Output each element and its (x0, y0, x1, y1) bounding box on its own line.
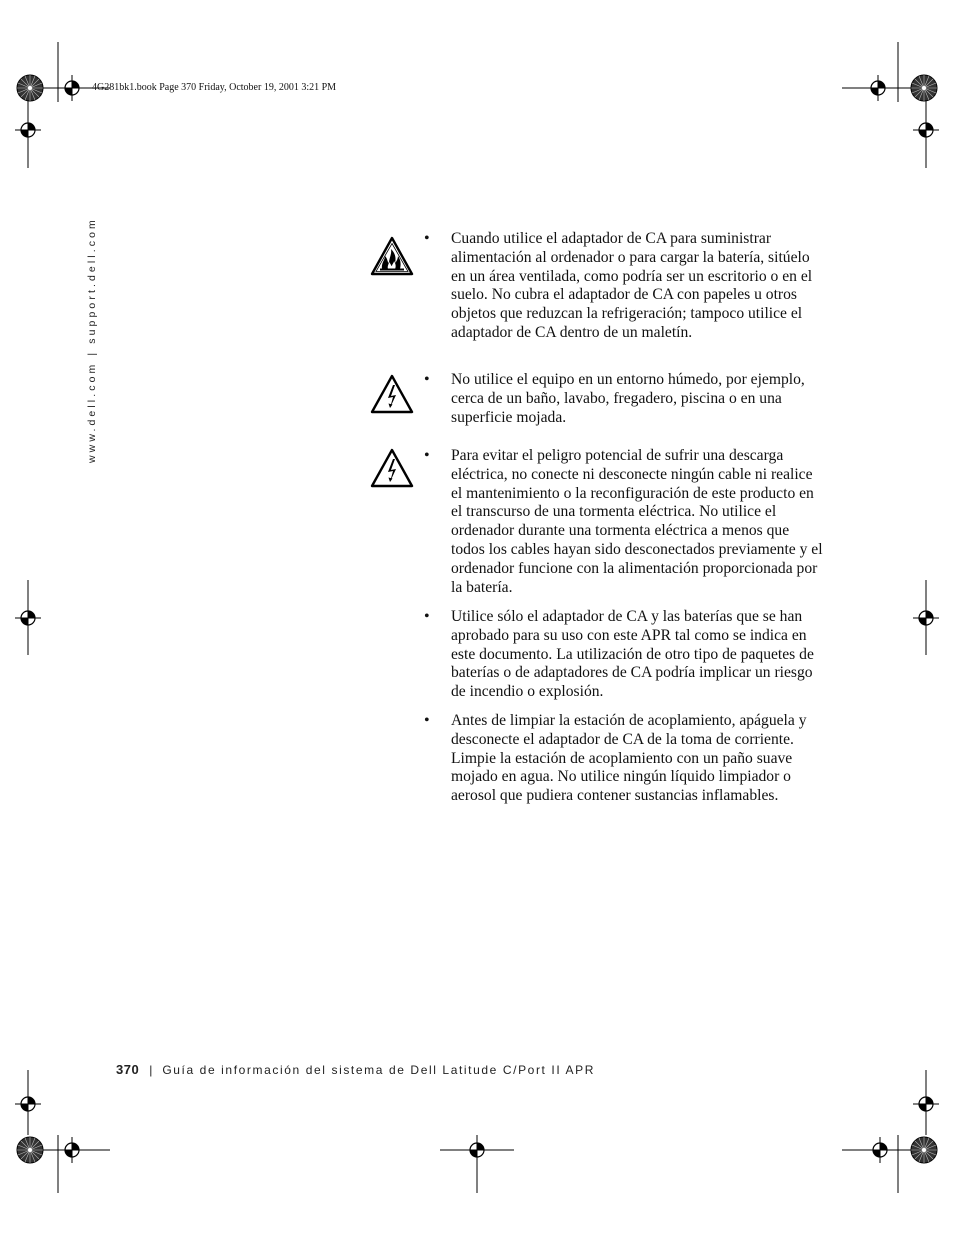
bullet: • (424, 371, 430, 388)
bullet: • (424, 230, 430, 247)
footer-separator: | (149, 1063, 153, 1077)
print-info-line: 4G281bk1.book Page 370 Friday, October 19, 2001 3:21 PM (92, 82, 337, 93)
bullet: • (424, 608, 430, 625)
page-number: 370 (116, 1062, 140, 1077)
list-item-text: Utilice sólo el adaptador de CA y las baterías que se han aprobado para su uso con este APR tal como se indica en este documento. La utilización de otro tipo de paquetes de baterías o de adaptadores de CA podría implicar un riesgo de incendio o explosión. (451, 608, 814, 701)
electric-shock-warning-icon (370, 448, 414, 488)
list-item-text: Antes de limpiar la estación de acoplamiento, apáguela y desconecte el adaptador de CA de la toma de corriente. Limpie la estación de acoplamiento con un paño suave mojado en agua. No utilice ningún líquido limpiador o aerosol que pudiera contener sustancias inflamables. (451, 712, 807, 805)
side-url-text: www.dell.com | support.dell.com (86, 217, 98, 463)
bullet: • (424, 447, 430, 464)
footer-title: Guía de información del sistema de Dell Latitude C/Port II APR (162, 1063, 596, 1077)
list-item-text: Para evitar el peligro potencial de sufrir una descarga eléctrica, no conecte ni desconecte ningún cable ni realice el mantenimiento o la reconfiguración de este producto en el transcurso de una tormenta eléctrica. No utilice el ordenador durante una tormenta eléctrica a menos que todos los cables hayan sido desconectados previamente y el ordenador funcione con la alimentación proporcionada por la batería. (451, 447, 823, 596)
fire-warning-icon (370, 236, 414, 276)
page-footer (116, 1062, 595, 1077)
list-item-text: Cuando utilice el adaptador de CA para suministrar alimentación al ordenador o para cargar la batería, sitúelo en un área ventilada, como podría ser un escritorio o en el suelo. No cubra el adaptador de CA con papeles u otros objetos que reduzcan la refrigeración; tampoco utilice el adaptador de CA dentro de un maletín. (451, 230, 813, 341)
electric-shock-warning-icon (370, 374, 414, 414)
list-item-text: No utilice el equipo en un entorno húmedo, por ejemplo, cerca de un baño, lavabo, fregadero, piscina o en una superficie mojada. (451, 371, 805, 426)
bullet: • (424, 712, 430, 729)
